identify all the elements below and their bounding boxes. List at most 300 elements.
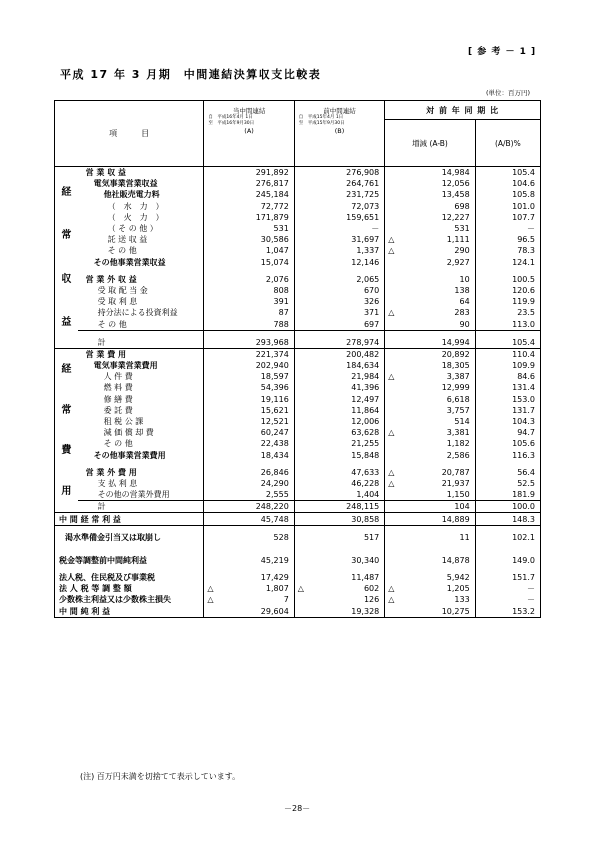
delta-mark bbox=[204, 201, 223, 212]
value-ratio: 120.6 bbox=[475, 285, 540, 296]
value-b: － bbox=[371, 224, 380, 234]
delta-mark bbox=[385, 382, 404, 393]
delta-mark: △ bbox=[385, 594, 404, 605]
delta-mark bbox=[204, 525, 223, 543]
row-label: 他社販売電力料 bbox=[103, 190, 160, 200]
delta-mark: △ bbox=[204, 583, 223, 594]
value-b: 21,984 bbox=[351, 372, 380, 382]
footnote: (注) 百万円未満を切捨てて表示しています。 bbox=[80, 772, 241, 781]
value-b: 21,255 bbox=[351, 439, 380, 449]
value-ratio: － bbox=[475, 583, 540, 594]
value-a: 15,074 bbox=[260, 257, 289, 267]
table-row bbox=[55, 566, 541, 583]
value-b: 184,634 bbox=[346, 361, 380, 371]
delta-mark bbox=[204, 189, 223, 200]
value-b: 264,761 bbox=[346, 179, 380, 189]
row-label: 税金等調整前中間純利益 bbox=[55, 543, 204, 566]
value-b: 517 bbox=[363, 532, 380, 542]
value-diff: 12,227 bbox=[441, 212, 470, 222]
value-diff: 14,889 bbox=[404, 513, 476, 525]
value-b: 30,858 bbox=[313, 513, 385, 525]
value-b: 31,697 bbox=[351, 235, 380, 245]
delta-mark bbox=[294, 212, 313, 223]
delta-mark bbox=[204, 268, 223, 285]
value-diff: 290 bbox=[454, 246, 470, 256]
row-label: 法人税、住民税及び事業税 bbox=[55, 566, 204, 583]
delta-mark bbox=[204, 461, 223, 478]
row-label: 減 価 償 却 費 bbox=[103, 428, 154, 438]
delta-mark bbox=[385, 543, 404, 566]
value-b: 231,725 bbox=[346, 190, 380, 200]
value-ratio: 100.5 bbox=[475, 268, 540, 285]
delta-mark bbox=[294, 501, 313, 513]
delta-mark: △ bbox=[385, 245, 404, 256]
table-row bbox=[55, 167, 541, 179]
value-a: 26,846 bbox=[260, 467, 289, 477]
value-ratio: 96.5 bbox=[475, 234, 540, 245]
row-label: 渇水準備金引当又は取崩し bbox=[55, 525, 204, 543]
value-ratio: 124.1 bbox=[475, 257, 540, 268]
delta-mark bbox=[385, 405, 404, 416]
delta-mark bbox=[385, 489, 404, 501]
value-a: 1,047 bbox=[265, 246, 289, 256]
side-label-char: 経 bbox=[61, 186, 72, 198]
table-row bbox=[55, 318, 541, 330]
value-a: 2,076 bbox=[265, 274, 289, 284]
table-row bbox=[55, 450, 541, 461]
delta-mark bbox=[204, 245, 223, 256]
header-item: 項 目 bbox=[55, 101, 204, 167]
table-row bbox=[55, 330, 541, 348]
table-row bbox=[55, 371, 541, 382]
side-label-char: 常 bbox=[61, 230, 72, 242]
table-row bbox=[55, 285, 541, 296]
delta-mark bbox=[294, 525, 313, 543]
row-label: （ 火 力 ） bbox=[107, 212, 164, 222]
row-label: 営 業 外 費 用 bbox=[85, 467, 137, 477]
delta-mark bbox=[294, 405, 313, 416]
value-a: 17,429 bbox=[260, 573, 289, 583]
row-label: 受 取 配 当 金 bbox=[97, 285, 148, 295]
value-ratio: 116.3 bbox=[475, 450, 540, 461]
delta-mark bbox=[385, 450, 404, 461]
table-row bbox=[55, 201, 541, 212]
row-label: その他の営業外費用 bbox=[97, 490, 170, 500]
delta-mark bbox=[204, 318, 223, 330]
table-row bbox=[55, 348, 541, 360]
delta-mark bbox=[204, 296, 223, 307]
delta-mark bbox=[294, 167, 313, 179]
row-label: 支 払 利 息 bbox=[97, 478, 138, 488]
delta-mark bbox=[204, 543, 223, 566]
value-a: 24,290 bbox=[260, 478, 289, 488]
value-ratio: 181.9 bbox=[475, 489, 540, 501]
value-ratio: 84.6 bbox=[475, 371, 540, 382]
row-label: 法 人 税 等 調 整 額 bbox=[55, 583, 204, 594]
delta-mark bbox=[294, 543, 313, 566]
value-ratio: 104.3 bbox=[475, 416, 540, 427]
side-label-char: 益 bbox=[61, 317, 72, 329]
delta-mark: △ bbox=[385, 478, 404, 489]
delta-mark bbox=[294, 427, 313, 438]
value-b: 11,487 bbox=[351, 573, 380, 583]
table-row bbox=[55, 360, 541, 371]
row-label: 委 託 費 bbox=[103, 405, 133, 415]
side-label-char: 用 bbox=[61, 486, 72, 497]
delta-mark bbox=[204, 427, 223, 438]
value-b: 2,065 bbox=[356, 274, 380, 284]
value-a: 2,555 bbox=[265, 490, 289, 500]
value-b: 15,848 bbox=[351, 450, 380, 460]
value-a: 22,438 bbox=[260, 439, 289, 449]
value-b: 670 bbox=[363, 285, 380, 295]
delta-mark bbox=[294, 461, 313, 478]
row-label: 少数株主利益又は少数株主損失 bbox=[55, 594, 204, 605]
delta-mark bbox=[294, 450, 313, 461]
delta-mark: △ bbox=[385, 234, 404, 245]
delta-mark bbox=[294, 268, 313, 285]
delta-mark bbox=[294, 178, 313, 189]
delta-mark bbox=[385, 201, 404, 212]
value-a: 221,374 bbox=[223, 348, 295, 360]
value-ratio: 78.3 bbox=[475, 245, 540, 256]
reference-label: [ 参 考 － 1 ] bbox=[468, 47, 537, 57]
value-b: 200,482 bbox=[313, 348, 385, 360]
delta-mark bbox=[385, 606, 404, 618]
row-label: 租 税 公 課 bbox=[103, 417, 144, 427]
value-a: 54,396 bbox=[260, 383, 289, 393]
header-compare: 対 前 年 同 期 比 bbox=[385, 101, 541, 120]
delta-mark bbox=[204, 285, 223, 296]
value-ratio: 105.4 bbox=[475, 330, 540, 348]
value-b: 1,337 bbox=[356, 246, 380, 256]
row-label: そ の 他 bbox=[97, 319, 127, 329]
value-b: 248,115 bbox=[313, 501, 385, 513]
value-a: 60,247 bbox=[260, 428, 289, 438]
delta-mark bbox=[204, 416, 223, 427]
value-ratio: 102.1 bbox=[475, 525, 540, 543]
value-ratio: 105.4 bbox=[475, 167, 540, 179]
value-b: 63,628 bbox=[351, 428, 380, 438]
delta-mark bbox=[204, 606, 223, 618]
value-a: 45,748 bbox=[223, 513, 295, 525]
table-row bbox=[55, 525, 541, 543]
table-row bbox=[55, 178, 541, 189]
value-b: 12,146 bbox=[351, 257, 380, 267]
value-a: 391 bbox=[273, 297, 289, 307]
value-a: 15,621 bbox=[260, 405, 289, 415]
value-a: 19,116 bbox=[260, 394, 289, 404]
row-label: その他事業営業収益 bbox=[93, 257, 166, 267]
delta-mark bbox=[294, 245, 313, 256]
value-ratio: 100.0 bbox=[475, 501, 540, 513]
table-row bbox=[55, 513, 541, 525]
delta-mark bbox=[204, 360, 223, 371]
value-a: 248,220 bbox=[223, 501, 295, 513]
value-ratio: 56.4 bbox=[475, 461, 540, 478]
value-b: 46,228 bbox=[351, 478, 380, 488]
value-a: 202,940 bbox=[255, 361, 289, 371]
delta-mark bbox=[294, 307, 313, 318]
value-a: 245,184 bbox=[255, 190, 289, 200]
table-row bbox=[55, 212, 541, 223]
value-a: 7 bbox=[283, 595, 289, 605]
value-b: 12,497 bbox=[351, 394, 380, 404]
delta-mark bbox=[385, 318, 404, 330]
value-b: 47,633 bbox=[351, 467, 380, 477]
header-col-a: 当中間連結 自 平成16年4月 1日 至 平成16年9月30日 (A) bbox=[204, 101, 294, 167]
value-diff: 14,994 bbox=[404, 330, 476, 348]
delta-mark bbox=[294, 489, 313, 501]
row-label: 営 業 費 用 bbox=[78, 348, 204, 360]
table-row bbox=[55, 234, 541, 245]
row-label: 営 業 収 益 bbox=[78, 167, 204, 179]
row-label: 託 送 収 益 bbox=[107, 235, 148, 245]
value-diff: 14,984 bbox=[404, 167, 476, 179]
value-diff: 6,618 bbox=[446, 394, 470, 404]
value-a: 528 bbox=[273, 532, 289, 542]
page-title: 平成 17 年 3 月期 中間連結決算収支比較表 bbox=[60, 68, 322, 81]
row-label: 修 繕 費 bbox=[103, 394, 133, 404]
delta-mark bbox=[385, 348, 404, 360]
row-label: 営 業 外 収 益 bbox=[85, 274, 137, 284]
table-row bbox=[55, 382, 541, 393]
side-label-char: 費 bbox=[61, 445, 72, 457]
value-ratio: 151.7 bbox=[475, 566, 540, 583]
delta-mark bbox=[385, 330, 404, 348]
delta-mark bbox=[204, 489, 223, 501]
value-b: 278,974 bbox=[313, 330, 385, 348]
table-row bbox=[55, 296, 541, 307]
row-label: 電気事業営業費用 bbox=[93, 361, 158, 371]
value-diff: 21,937 bbox=[441, 478, 470, 488]
value-ratio: － bbox=[475, 223, 540, 234]
delta-mark bbox=[294, 371, 313, 382]
value-diff: 514 bbox=[454, 417, 470, 427]
table-row bbox=[55, 606, 541, 618]
delta-mark bbox=[385, 285, 404, 296]
value-b: 326 bbox=[363, 297, 380, 307]
value-diff: 5,942 bbox=[446, 573, 470, 583]
value-a: 45,219 bbox=[260, 555, 289, 565]
delta-mark bbox=[385, 178, 404, 189]
delta-mark bbox=[204, 394, 223, 405]
delta-mark bbox=[294, 234, 313, 245]
delta-mark bbox=[294, 382, 313, 393]
value-ratio: 109.9 bbox=[475, 360, 540, 371]
delta-mark bbox=[294, 223, 313, 234]
delta-mark: △ bbox=[204, 594, 223, 605]
value-diff: 531 bbox=[454, 224, 470, 234]
value-a: 291,892 bbox=[223, 167, 295, 179]
value-a: 276,817 bbox=[255, 179, 289, 189]
table-row bbox=[55, 245, 541, 256]
table-row bbox=[55, 583, 541, 594]
value-b: 126 bbox=[363, 595, 380, 605]
delta-mark bbox=[204, 167, 223, 179]
row-label: 中 間 純 利 益 bbox=[55, 606, 204, 618]
value-ratio: 131.7 bbox=[475, 405, 540, 416]
value-diff: 283 bbox=[454, 308, 470, 318]
value-a: 72,772 bbox=[260, 201, 289, 211]
delta-mark bbox=[294, 348, 313, 360]
delta-mark bbox=[385, 438, 404, 449]
value-b: 697 bbox=[363, 319, 380, 329]
value-ratio: 104.6 bbox=[475, 178, 540, 189]
delta-mark bbox=[385, 268, 404, 285]
row-label: （ 水 力 ） bbox=[107, 201, 164, 211]
delta-mark bbox=[385, 566, 404, 583]
value-diff: 2,586 bbox=[446, 450, 470, 460]
value-b: 276,908 bbox=[313, 167, 385, 179]
side-label bbox=[55, 167, 78, 349]
value-b: 371 bbox=[363, 308, 380, 318]
value-diff: 11 bbox=[459, 532, 470, 542]
delta-mark bbox=[385, 296, 404, 307]
delta-mark bbox=[204, 223, 223, 234]
delta-mark bbox=[385, 257, 404, 268]
value-b: 72,073 bbox=[351, 201, 380, 211]
value-a: 18,597 bbox=[260, 372, 289, 382]
delta-mark bbox=[204, 382, 223, 393]
value-ratio: 107.7 bbox=[475, 212, 540, 223]
row-label: 受 取 利 息 bbox=[97, 297, 138, 307]
delta-mark bbox=[204, 501, 223, 513]
value-diff: 104 bbox=[404, 501, 476, 513]
value-a: 531 bbox=[273, 224, 289, 234]
delta-mark bbox=[385, 394, 404, 405]
value-ratio: 110.4 bbox=[475, 348, 540, 360]
delta-mark bbox=[294, 257, 313, 268]
delta-mark bbox=[204, 348, 223, 360]
page-number: －28－ bbox=[284, 804, 311, 813]
delta-mark: △ bbox=[385, 583, 404, 594]
value-diff: 1,150 bbox=[446, 490, 470, 500]
value-a: 30,586 bbox=[260, 235, 289, 245]
delta-mark: △ bbox=[385, 371, 404, 382]
delta-mark bbox=[385, 416, 404, 427]
row-label: 電気事業営業収益 bbox=[93, 179, 158, 189]
header-ratio: (A/B)% bbox=[475, 120, 540, 167]
value-diff: 1,182 bbox=[446, 439, 470, 449]
delta-mark bbox=[294, 594, 313, 605]
table-row bbox=[55, 594, 541, 605]
value-diff: 12,999 bbox=[441, 383, 470, 393]
table-row bbox=[55, 543, 541, 566]
delta-mark bbox=[294, 513, 313, 525]
value-diff: 20,787 bbox=[441, 467, 470, 477]
delta-mark: △ bbox=[385, 427, 404, 438]
table-row bbox=[55, 257, 541, 268]
delta-mark bbox=[294, 201, 313, 212]
side-label-char: 収 bbox=[61, 273, 72, 285]
value-ratio: － bbox=[475, 594, 540, 605]
value-ratio: 153.2 bbox=[475, 606, 540, 618]
value-diff: 13,458 bbox=[441, 190, 470, 200]
value-ratio: 101.0 bbox=[475, 201, 540, 212]
row-label: （ そ の 他 ） bbox=[107, 224, 158, 234]
delta-mark bbox=[204, 513, 223, 525]
row-label: 燃 料 費 bbox=[103, 383, 133, 393]
delta-mark bbox=[204, 405, 223, 416]
delta-mark bbox=[204, 438, 223, 449]
delta-mark bbox=[204, 478, 223, 489]
table-row bbox=[55, 416, 541, 427]
side-label-char: 経 bbox=[61, 364, 72, 376]
value-diff: 90 bbox=[459, 319, 470, 329]
delta-mark bbox=[204, 212, 223, 223]
row-label: そ の 他 bbox=[103, 439, 133, 449]
value-diff: 20,892 bbox=[404, 348, 476, 360]
value-diff: 138 bbox=[454, 285, 470, 295]
delta-mark bbox=[204, 371, 223, 382]
value-diff: 18,305 bbox=[441, 361, 470, 371]
table-row bbox=[55, 427, 541, 438]
value-diff: 1,205 bbox=[446, 584, 470, 594]
delta-mark bbox=[204, 450, 223, 461]
delta-mark bbox=[204, 307, 223, 318]
value-diff: 10,275 bbox=[404, 606, 476, 618]
value-diff: 3,387 bbox=[446, 372, 470, 382]
side-label-char: 常 bbox=[61, 404, 72, 416]
value-b: 30,340 bbox=[351, 555, 380, 565]
row-label: 計 bbox=[78, 501, 204, 513]
table-row bbox=[55, 489, 541, 501]
table-row bbox=[55, 189, 541, 200]
value-diff: 133 bbox=[454, 595, 470, 605]
value-ratio: 153.0 bbox=[475, 394, 540, 405]
value-ratio: 94.7 bbox=[475, 427, 540, 438]
table-row bbox=[55, 394, 541, 405]
value-a: 808 bbox=[273, 285, 289, 295]
row-label: 計 bbox=[78, 330, 204, 348]
delta-mark bbox=[385, 501, 404, 513]
delta-mark bbox=[204, 330, 223, 348]
delta-mark bbox=[294, 566, 313, 583]
delta-mark bbox=[294, 478, 313, 489]
row-label: その他事業営業費用 bbox=[93, 450, 166, 460]
value-diff: 3,381 bbox=[446, 428, 470, 438]
value-diff: 698 bbox=[454, 201, 470, 211]
value-a: 12,521 bbox=[260, 417, 289, 427]
delta-mark bbox=[385, 525, 404, 543]
delta-mark bbox=[385, 189, 404, 200]
value-b: 11,864 bbox=[351, 405, 380, 415]
table-row bbox=[55, 405, 541, 416]
value-b: 19,328 bbox=[313, 606, 385, 618]
delta-mark bbox=[385, 167, 404, 179]
value-a: 18,434 bbox=[260, 450, 289, 460]
delta-mark bbox=[204, 234, 223, 245]
delta-mark: △ bbox=[294, 583, 313, 594]
value-a: 293,968 bbox=[223, 330, 295, 348]
value-diff: 14,878 bbox=[441, 555, 470, 565]
value-ratio: 149.0 bbox=[475, 543, 540, 566]
table-row bbox=[55, 438, 541, 449]
value-diff: 1,111 bbox=[446, 235, 470, 245]
value-ratio: 113.0 bbox=[475, 318, 540, 330]
delta-mark bbox=[294, 416, 313, 427]
row-label: そ の 他 bbox=[107, 246, 137, 256]
value-b: 159,651 bbox=[346, 212, 380, 222]
value-ratio: 148.3 bbox=[475, 513, 540, 525]
value-ratio: 105.6 bbox=[475, 438, 540, 449]
delta-mark: △ bbox=[385, 307, 404, 318]
delta-mark bbox=[294, 296, 313, 307]
value-ratio: 23.5 bbox=[475, 307, 540, 318]
delta-mark bbox=[294, 360, 313, 371]
side-label bbox=[55, 348, 78, 513]
